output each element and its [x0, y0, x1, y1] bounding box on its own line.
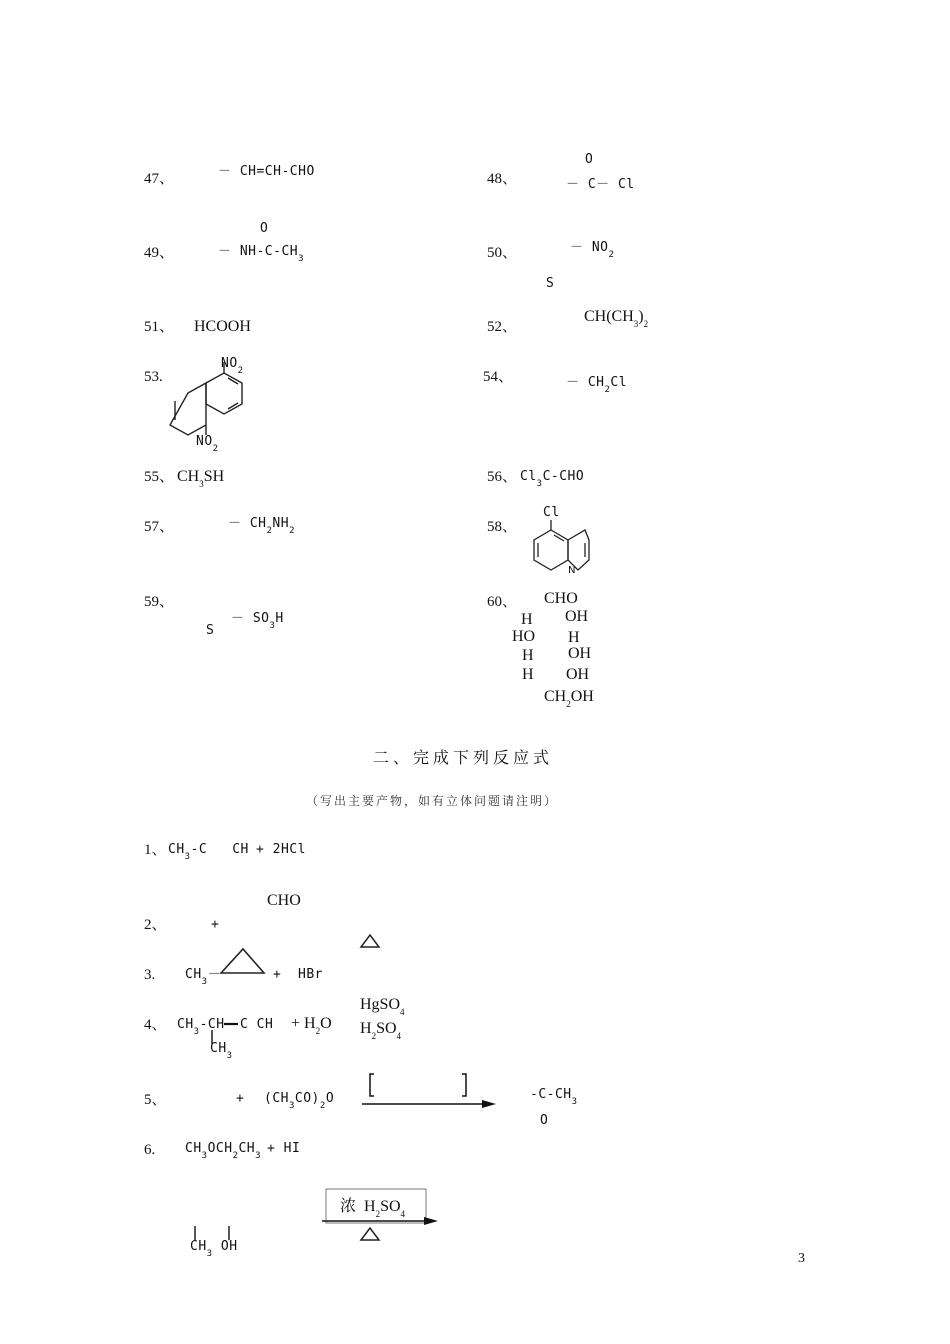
- reaction-7-substituents: $CH_3$ OH: [190, 1239, 238, 1259]
- reaction-4-reactant: $CH_3-CH$: [177, 1017, 225, 1037]
- problem-59-formula: － $SO_3H$: [231, 611, 284, 631]
- page-number: 3: [798, 1251, 805, 1266]
- reaction-1-reactant: $CH_3-C$ CH: [168, 842, 249, 862]
- triple-bond-line: [224, 1020, 240, 1028]
- problem-52-number: 52、: [487, 319, 518, 335]
- fischer-row-4-left: H: [522, 666, 534, 683]
- problem-53-number: 53.: [144, 369, 163, 385]
- problem-58-substituent: Cl: [543, 505, 560, 520]
- fischer-row-2-left: HO: [512, 628, 536, 645]
- reaction-2-plus: +: [211, 917, 220, 932]
- reaction-1-number: 1、: [144, 842, 167, 858]
- reaction-4-water: + $H_2O$: [291, 1015, 332, 1036]
- reaction-6-number: 6.: [144, 1142, 156, 1158]
- problem-49-formula: － $NH-C-CH_3$: [218, 244, 305, 264]
- problem-59-ring-sulfur: S: [206, 623, 215, 638]
- reaction-4-catalyst-1: HgSO$_4$: [360, 996, 405, 1017]
- problem-58-number: 58、: [487, 519, 518, 535]
- reaction-3-plus: +: [273, 967, 282, 982]
- reaction-4-branch: $CH_3$: [210, 1041, 233, 1061]
- fischer-row-3-left: H: [522, 647, 534, 664]
- problem-60-number: 60、: [487, 594, 518, 610]
- fischer-bottom-group: $CH_2OH$: [544, 688, 594, 709]
- reaction-6-reactant: $CH_3OCH_2CH_3$: [185, 1141, 262, 1161]
- problem-54-number: 54、: [483, 369, 514, 385]
- problem-48-formula: － C－ Cl: [566, 177, 635, 192]
- problem-56-number: 56、: [487, 469, 518, 485]
- problem-53-bottom-group: $NO_2$: [196, 434, 219, 454]
- problem-52-formula: $CH(CH_3)_2$: [584, 308, 649, 329]
- problem-47-formula: － CH=CH-CHO: [218, 164, 315, 179]
- cyclopropane-ring: [220, 947, 266, 975]
- section-subtitle: （写出主要产物，如有立体问题请注明）: [306, 794, 559, 808]
- quinoline-structure: [534, 522, 594, 582]
- fischer-top-group: CHO: [544, 590, 578, 607]
- reaction-1-reagent: + 2HCl: [256, 842, 306, 857]
- problem-50-ring-sulfur: S: [546, 276, 555, 291]
- problem-47-number: 47、: [144, 171, 175, 187]
- reaction-3-reagent: HBr: [298, 967, 323, 982]
- reaction-5-plus: +: [236, 1091, 245, 1106]
- fischer-row-1-left: H: [521, 611, 533, 628]
- problem-57-formula: － $CH_2NH_2$: [228, 516, 295, 536]
- reaction-7-reagent: 浓 $H_2SO_4$: [340, 1198, 406, 1219]
- problem-53-top-group: $NO_2$: [221, 356, 244, 376]
- reaction-6-reagent: + HI: [267, 1141, 301, 1156]
- problem-49-number: 49、: [144, 245, 175, 261]
- reaction-5-product-oxygen: O: [540, 1113, 549, 1128]
- problem-55-number: 55、: [144, 469, 175, 485]
- problem-50-number: 50、: [487, 245, 518, 261]
- problem-51-number: 51、: [144, 319, 175, 335]
- problem-48-number: 48、: [487, 171, 518, 187]
- problem-59-number: 59、: [144, 594, 175, 610]
- reaction-3-reactant: $CH_3-$: [185, 967, 222, 987]
- reaction-5-number: 5、: [144, 1092, 167, 1108]
- problem-56-formula: $Cl_3C$-CHO: [520, 469, 585, 489]
- reaction-5-product: $-C-CH_3$: [530, 1087, 578, 1107]
- section-title: 二、完成下列反应式: [373, 748, 554, 767]
- fischer-row-4-right: OH: [566, 666, 590, 683]
- reaction-5-arrow: [360, 1072, 500, 1112]
- naphthalene-structure: [180, 370, 250, 440]
- reaction-2-cho-label: CHO: [267, 892, 301, 909]
- problem-54-formula: － $CH_2Cl$: [566, 375, 628, 395]
- reaction-5-reagent: $(CH_3CO)_2O$: [264, 1091, 335, 1111]
- problem-57-number: 57、: [144, 519, 175, 535]
- problem-50-formula: － $NO_2$: [570, 240, 615, 260]
- fischer-row-3-right: OH: [568, 645, 592, 662]
- problem-48-carbonyl-o: O: [585, 152, 594, 167]
- problem-49-carbonyl-o: O: [260, 221, 269, 236]
- reaction-4-catalyst-2: $H_2SO_4$: [360, 1020, 402, 1041]
- reaction-3-number: 3.: [144, 967, 156, 983]
- fischer-row-1-right: OH: [565, 608, 589, 625]
- quinoline-ring-nitrogen: N: [568, 565, 576, 576]
- reaction-7-arrow: [320, 1188, 440, 1244]
- problem-55-formula: $CH_3SH$: [177, 468, 225, 489]
- reaction-2-number: 2、: [144, 917, 167, 933]
- reaction-4-alkyne-end: C CH: [240, 1017, 274, 1032]
- fischer-row-2-right: H: [568, 629, 580, 646]
- problem-51-formula: HCOOH: [194, 318, 251, 335]
- heat-triangle-icon: [360, 933, 382, 949]
- reaction-4-number: 4、: [144, 1017, 167, 1033]
